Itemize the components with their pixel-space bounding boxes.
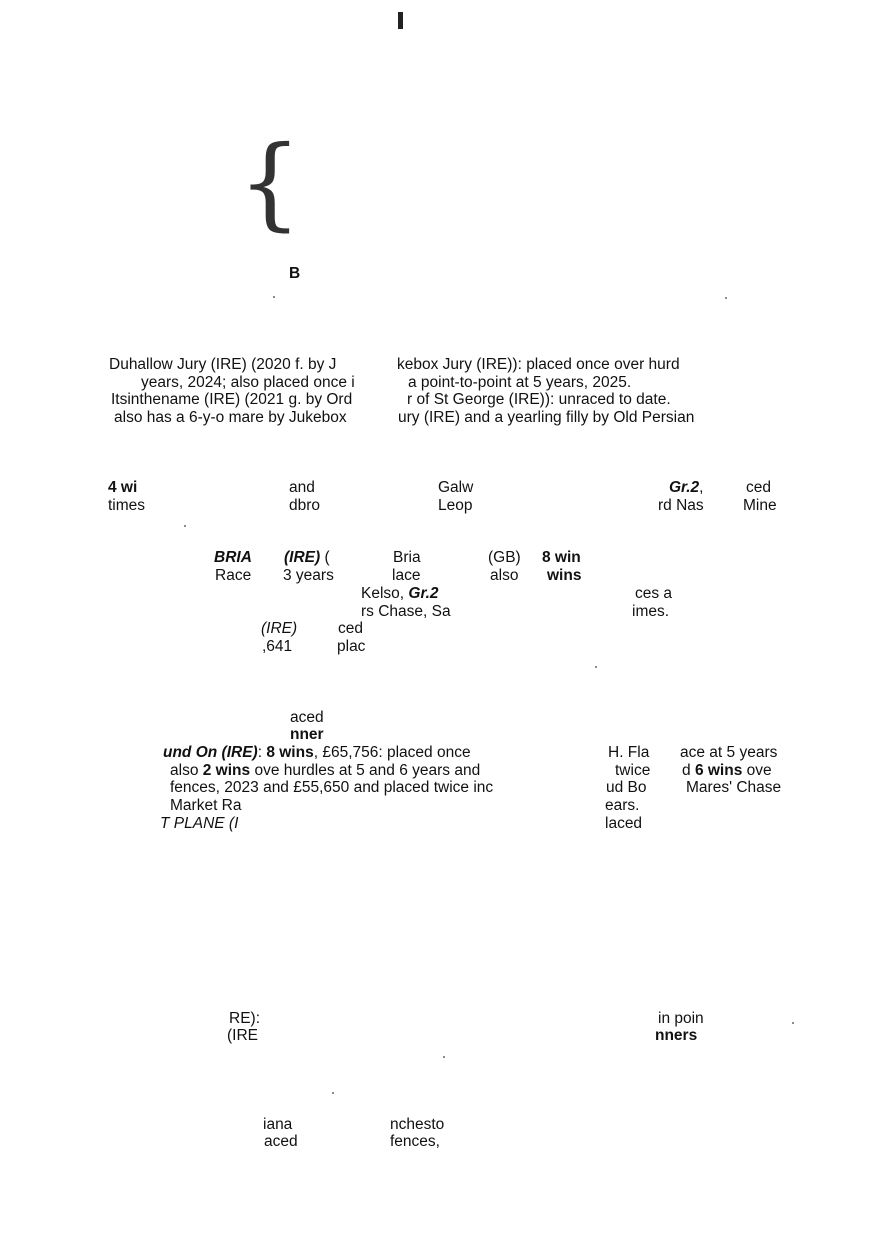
s4-colon: :: [257, 744, 267, 761]
header-mark: [398, 12, 403, 29]
s2-col3-row2: Leop: [438, 497, 473, 514]
s3-f2: rs Chase, Sa: [361, 603, 451, 620]
s3-grade: Gr.2: [408, 585, 439, 602]
s4-line2: [170, 762, 480, 780]
s2-col2-row1: and: [289, 479, 315, 496]
brace-symbol: {: [238, 124, 302, 241]
s3-c2: lace: [392, 567, 421, 584]
p1-line1-left: Duhallow Jury (IRE) (2020 f. by J: [109, 356, 337, 373]
s6-r1: nchesto: [390, 1116, 445, 1133]
speck: [725, 297, 727, 299]
s4-line1: [163, 744, 471, 762]
p1-line4-right: ury (IRE) and a yearling filly by Old Persian: [398, 409, 695, 426]
s3-a2: Race: [215, 567, 252, 584]
s3-b1: [284, 549, 330, 567]
s2-col3-row1: Galw: [438, 479, 474, 496]
s4-line5: T PLANE (I: [160, 815, 239, 832]
s4-d: d: [682, 762, 695, 779]
s4-r1a: H. Fla: [608, 744, 650, 761]
s3-i2: plac: [337, 638, 366, 655]
s2-col4-row2: rd Nas: [658, 497, 704, 514]
p1-line4-left: also has a 6-y-o mare by Jukebox: [114, 409, 347, 426]
s4-wins: 8 wins: [266, 744, 314, 761]
s3-paren: (: [320, 549, 330, 566]
s3-kelso: Kelso,: [361, 585, 409, 602]
s6-l1: iana: [263, 1116, 293, 1133]
s3-g2: imes.: [632, 603, 670, 620]
s3-ire: (IRE): [284, 549, 321, 566]
s2-col5-row2: Mine: [743, 497, 777, 514]
s4-hurdles: ove hurdles at 5 and 6 years and: [250, 762, 481, 779]
speck: [443, 1056, 445, 1058]
s3-h1: (IRE): [261, 620, 298, 637]
s2-col4-row1: [669, 479, 703, 497]
s4-also: also: [170, 762, 203, 779]
s4-line4: Market Ra: [170, 797, 242, 814]
s3-e2: wins: [547, 567, 582, 584]
p1-line2-left: years, 2024; also placed once i: [141, 374, 355, 391]
s4-r1b: ace at 5 years: [680, 744, 778, 761]
s3-b2: 3 years: [283, 567, 334, 584]
s3-d2: also: [490, 567, 519, 584]
p1-line3-left: Itsinthename (IRE) (2021 g. by Ord: [111, 391, 353, 408]
s3-d1: (GB): [488, 549, 521, 566]
s5-l2: (IRE: [227, 1027, 258, 1044]
s4-r4a: ears.: [605, 797, 640, 814]
speck: [792, 1022, 794, 1024]
speck: [595, 666, 597, 668]
s6-r2: fences,: [390, 1133, 440, 1150]
s4-two-wins: 2 wins: [202, 762, 251, 779]
s3-e1: 8 win: [542, 549, 581, 566]
s5-r2: nners: [655, 1027, 698, 1044]
s2-col1-row2: times: [108, 497, 146, 514]
speck: [184, 525, 186, 527]
s6-l2: aced: [264, 1133, 298, 1150]
s4-r3b: Mares' Chase: [686, 779, 782, 796]
s4-line3: fences, 2023 and £55,650 and placed twice inc: [170, 779, 494, 796]
s4-r2b: [682, 762, 772, 780]
s4-prize: , £65,756: placed once: [313, 744, 471, 761]
s3-h2: ,641: [262, 638, 293, 655]
s2-col5-row1: ced: [746, 479, 771, 496]
s4-top1: aced: [290, 709, 324, 726]
speck: [273, 296, 275, 298]
s4-r2a: twice: [615, 762, 651, 779]
s2-grade: Gr.2: [669, 479, 700, 496]
s2-col1-row1: 4 wi: [108, 479, 138, 496]
s5-r1: in poin: [658, 1010, 704, 1027]
s5-l1: RE):: [229, 1010, 260, 1027]
s3-i1: ced: [338, 620, 363, 637]
s4-horse: und On (IRE): [163, 744, 258, 761]
speck: [332, 1092, 334, 1094]
p1-line1-right: kebox Jury (IRE)): placed once over hurd: [397, 356, 680, 373]
s4-r5a: laced: [605, 815, 643, 832]
s3-f1: [361, 585, 439, 603]
p1-line2-right: a point-to-point at 5 years, 2025.: [408, 374, 632, 391]
s2-comma: ,: [699, 479, 704, 496]
s3-a1: BRIA: [214, 549, 252, 566]
p1-line3-right: r of St George (IRE)): unraced to date.: [407, 391, 671, 408]
s4-r3a: ud Bo: [606, 779, 647, 796]
section-letter-b: B: [289, 265, 301, 282]
s3-c1: Bria: [393, 549, 421, 566]
s4-six-wins: 6 wins: [694, 762, 743, 779]
s4-ove: ove: [742, 762, 772, 779]
s2-col2-row2: dbro: [289, 497, 321, 514]
s4-top2: nner: [290, 726, 324, 743]
s3-g1: ces a: [635, 585, 673, 602]
